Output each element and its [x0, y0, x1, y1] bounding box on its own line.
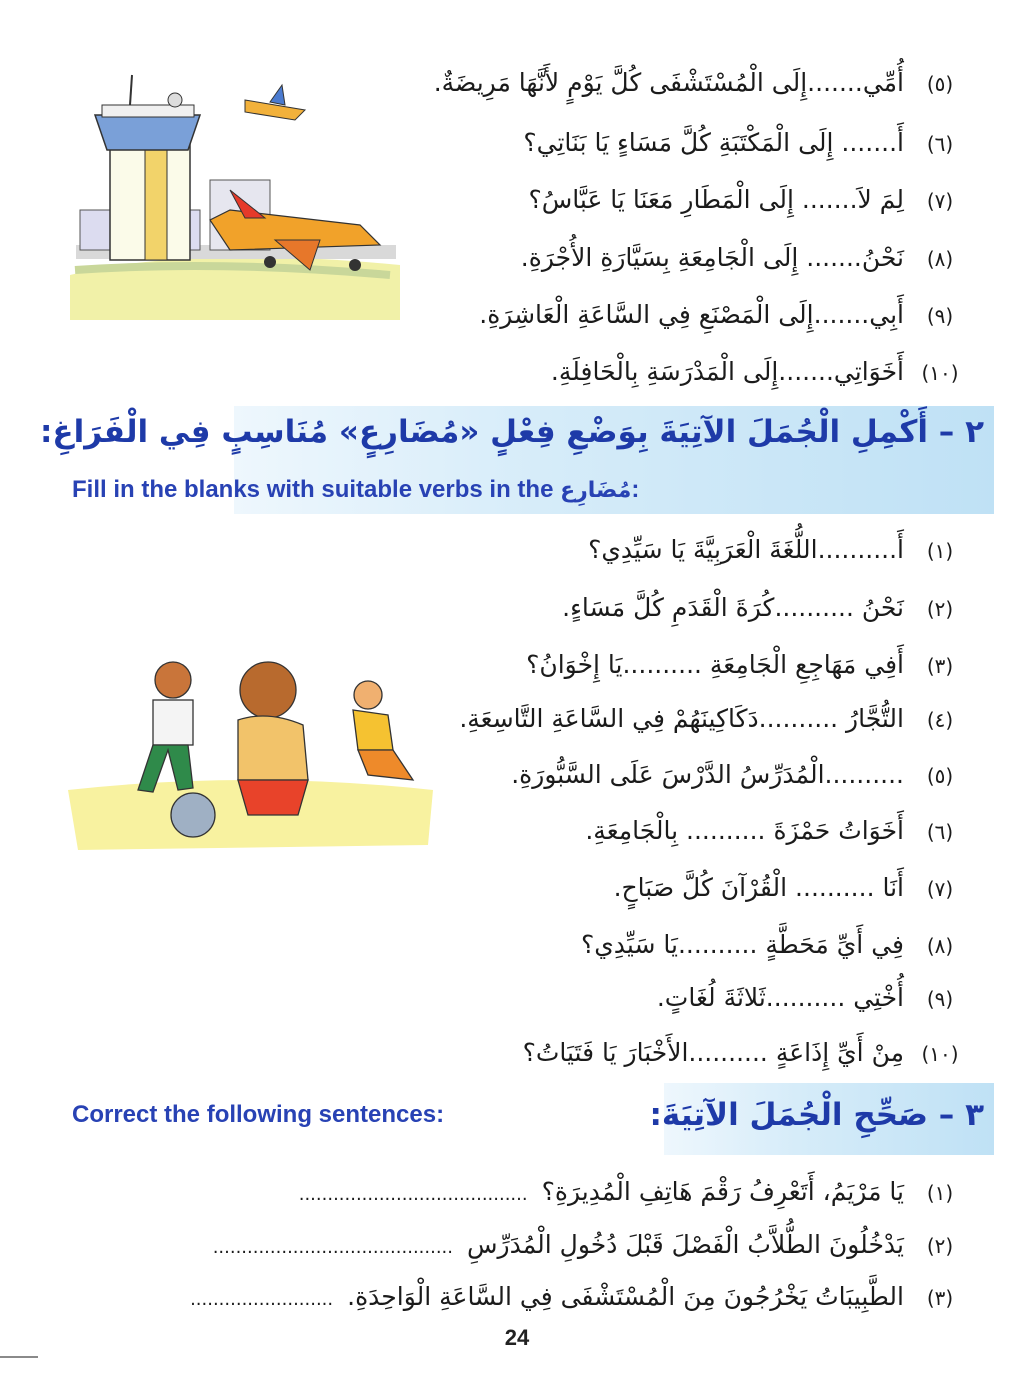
item-text: أَنَا .......... الْقُرْآنَ كُلَّ صَبَاحٍ.: [613, 873, 904, 902]
item-text: أُخْتِي ..........ثَلاثَةَ لُغَاتٍ.: [656, 983, 904, 1012]
item-number: (٨): [926, 247, 954, 271]
item-text: يَا مَرْيَمُ، أَتَعْرِفُ رَقْمَ هَاتِفِ الْمُدِيرَةِ؟: [541, 1177, 904, 1206]
exercise3-heading-arabic: ٣ – صَحِّحِ الْجُمَلَ الآتِيَةَ:: [649, 1097, 984, 1133]
item-number: (١): [926, 539, 954, 563]
item-number: (١): [926, 1181, 954, 1205]
item-number: (٣): [926, 654, 954, 678]
item-text: فِي أَيِّ مَحَطَّةٍ ..........يَا سَيِّدِي؟: [580, 930, 904, 959]
item-text: مِنْ أَيِّ إِذَاعَةٍ ..........الأَخْبَارَ يَا فَتَيَاتُ؟: [522, 1038, 904, 1067]
item-text: أَخَوَاتُ حَمْزَةَ .......... بِالْجَامِعَةِ.: [585, 816, 904, 845]
exercise2-item: [459, 704, 962, 733]
heading-english-arabic-word: مُضَارِع: [560, 478, 632, 503]
item-number: (٥): [926, 72, 954, 96]
item-text: التُّجَّارُ ..........دَكَاكِينَهُمْ فِي السَّاعَةِ التَّاسِعَةِ.: [459, 704, 904, 733]
exercise2-item: [581, 930, 962, 959]
exercise3-heading-english: Correct the following sentences:: [72, 1101, 445, 1128]
item-number: (٥): [926, 764, 954, 788]
item-text: نَحْنُ....... إِلَى الْجَامِعَةِ بِسَيَّارَةِ الأُجْرَةِ.: [520, 243, 904, 272]
exercise2-item: [526, 650, 962, 679]
page-number: 24: [504, 1325, 530, 1350]
item-text: أُمِّي.......إِلَى الْمُسْتَشْفَى كُلَّ يَوْمٍ لأَنَّهَا مَرِيضَةٌ.: [433, 68, 904, 97]
heading-english-text: Fill in the blanks with suitable verbs in the: [72, 476, 554, 503]
exercise1-item: [523, 128, 962, 157]
item-text: الطَّبِيبَاتُ يَخْرُجُونَ مِنَ الْمُسْتَشْفَى فِي السَّاعَةِ الْوَاحِدَةِ.: [347, 1282, 904, 1311]
item-number: (٧): [926, 189, 954, 213]
exercise2-item: [562, 593, 962, 622]
item-number: (٧): [926, 877, 954, 901]
item-text: نَحْنُ ..........كُرَةَ الْقَدَمِ كُلَّ مَسَاءٍ.: [562, 593, 904, 622]
item-text: ..........الْمُدَرِّسُ الدَّرْسَ عَلَى السَّبُّورَةِ.: [511, 760, 904, 789]
item-number: (٤): [926, 708, 954, 732]
boys-playing-football-illustration: [68, 640, 438, 850]
item-number: (٦): [926, 820, 954, 844]
item-text: يَدْخُلُونَ الطُّلاَّبُ الْفَصْلَ قَبْلَ دُخُولِ الْمُدَرِّسِ: [467, 1230, 904, 1259]
exercise2-item: [657, 983, 962, 1012]
heading-english-colon: :: [631, 476, 640, 503]
exercise1-item: [434, 68, 962, 97]
exercise3-item: [213, 1230, 962, 1259]
exercise1-item: [551, 357, 962, 386]
item-text: لِمَ لاَ....... إِلَى الْمَطَارِ مَعَنَا يَا عَبَّاسُ؟: [528, 185, 904, 214]
item-text: أَخَوَاتِي.......إِلَى الْمَدْرَسَةِ بِالْحَافِلَةِ.: [550, 357, 904, 386]
item-number: (٢): [926, 1234, 954, 1258]
item-number: (١٠): [921, 361, 959, 385]
item-number: (٢): [926, 597, 954, 621]
exercise1-item: [479, 300, 962, 329]
exercise1-item: [529, 185, 963, 214]
corner-mark: [0, 1356, 38, 1358]
exercise2-item: [585, 816, 962, 845]
item-number: (٩): [926, 987, 954, 1011]
item-number: (٨): [926, 934, 954, 958]
answer-blank[interactable]: .........................: [190, 1289, 334, 1310]
exercise2-item: [511, 760, 962, 789]
airport-illustration: [70, 70, 410, 320]
exercise2-item: [614, 873, 962, 902]
item-text: أَبِي.......إِلَى الْمَصْنَعِ فِي السَّاعَةِ الْعَاشِرَةِ.: [479, 300, 904, 329]
exercise2-heading-english: [72, 476, 639, 504]
answer-blank[interactable]: ..........................................: [212, 1237, 453, 1258]
item-text: أَ..........اللُّغَةَ الْعَرَبِيَّةَ يَا سَيِّدِي؟: [588, 535, 904, 564]
item-number: (١٠): [921, 1042, 959, 1066]
exercise2-heading-arabic: ٢ – أَكْمِلِ الْجُمَلَ الآتِيَةَ بِوَضْعِ فِعْلٍ «مُضَارِعٍ» مُنَاسِبٍ فِي الْفَرَاغِ:: [40, 414, 984, 450]
item-number: (٩): [926, 304, 954, 328]
exercise3-item: [299, 1177, 962, 1206]
item-text: أَ....... إِلَى الْمَكْتَبَةِ كُلَّ مَسَاءٍ يَا بَنَاتِي؟: [523, 128, 904, 157]
item-number: (٦): [926, 132, 954, 156]
exercise1-item: [521, 243, 962, 272]
item-number: (٣): [926, 1286, 954, 1310]
exercise2-item: [588, 535, 962, 564]
item-text: أَفِي مَهَاجِعِ الْجَامِعَةِ ..........يَا إِخْوَانُ؟: [526, 650, 904, 679]
exercise3-item: [190, 1282, 962, 1311]
answer-blank[interactable]: ........................................: [298, 1184, 528, 1205]
exercise2-item: [523, 1038, 962, 1067]
